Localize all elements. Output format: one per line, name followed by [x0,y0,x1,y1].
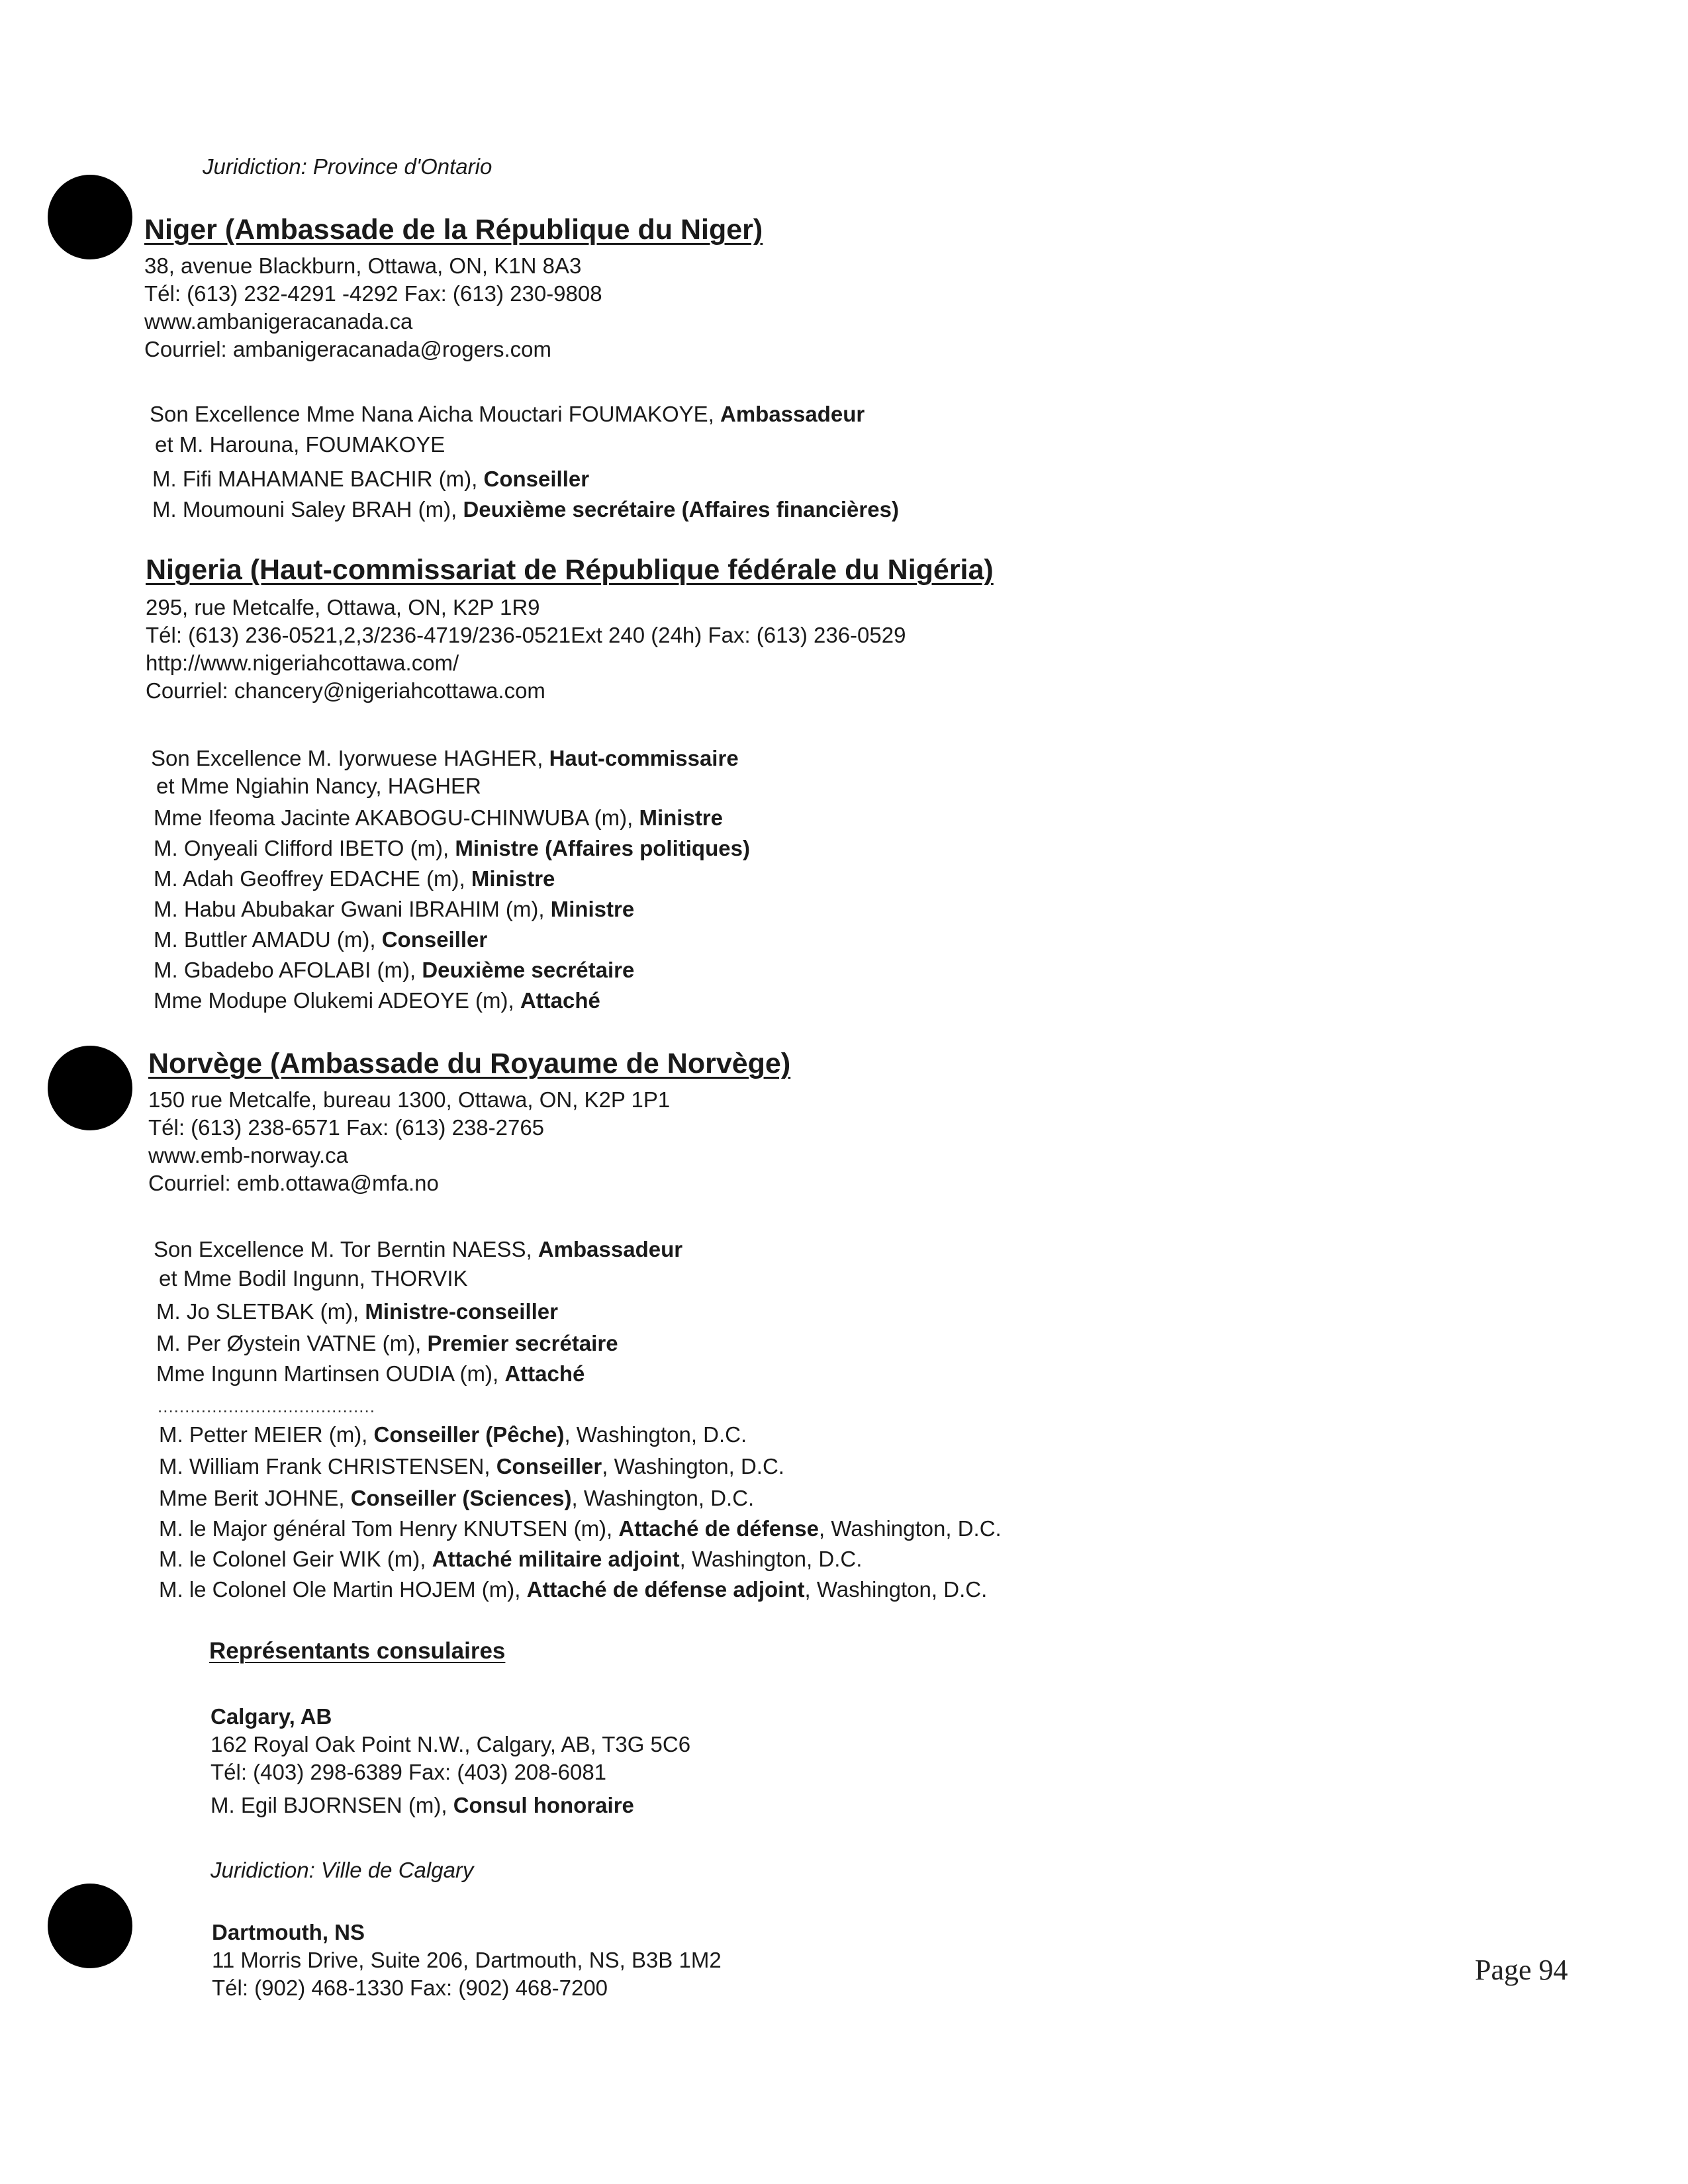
nigeria-staff-2 [154,805,723,831]
staff-name: et Mme Bodil Ingunn, THORVIK [159,1266,468,1291]
staff-title: Conseiller (Sciences) [350,1486,572,1510]
norway-staff-3 [156,1330,618,1357]
staff-title: Attaché de défense adjoint [526,1577,805,1602]
niger-staff-0 [150,401,865,428]
dartmouth-phone: Tél: (902) 468-1330 Fax: (902) 468-7200 [212,1976,608,2000]
staff-name: Mme Ingunn Martinsen OUDIA (m), [156,1361,505,1386]
staff-name: M. le Major général Tom Henry KNUTSEN (m), [159,1516,619,1541]
staff-name: M. Gbadebo AFOLABI (m), [154,958,422,982]
norway-staff-4 [156,1361,585,1387]
norway-staff-0 [154,1236,682,1263]
niger-staff-3 [152,496,899,523]
dartmouth-city: Dartmouth, NS [212,1920,365,1944]
staff-name: Son Excellence M. Tor Berntin NAESS, [154,1237,538,1261]
staff-title: Attaché de défense [618,1516,819,1541]
staff-title: Ministre [471,866,555,891]
staff-name: Mme Ifeoma Jacinte AKABOGU-CHINWUBA (m), [154,805,639,830]
staff-title: Haut-commissaire [549,746,739,770]
staff-name: Son Excellence Mme Nana Aicha Mouctari FOUMAKOYE, [150,402,720,426]
punch-hole-top [48,175,132,259]
norway-heading: Norvège (Ambassade du Royaume de Norvège) [148,1048,791,1079]
staff-location: , Washington, D.C. [564,1422,747,1447]
norway-washington-4 [159,1546,862,1572]
norway-staff-2 [156,1298,558,1325]
staff-title: Conseiller [483,467,590,491]
nigeria-staff-5 [154,896,634,923]
staff-title: Conseiller (Pêche) [373,1422,565,1447]
norway-washington-5 [159,1576,987,1603]
norway-washington-1 [159,1453,784,1480]
separator-dots: ........................................ [158,1396,375,1416]
norway-staff-1 [159,1265,468,1292]
staff-location: , Washington, D.C. [804,1577,988,1602]
staff-title: Ambassadeur [538,1237,683,1261]
staff-name: M. Moumouni Saley BRAH (m), [152,497,463,522]
staff-title: Conseiller [496,1454,602,1479]
nigeria-address: 295, rue Metcalfe, Ottawa, ON, K2P 1R9 [146,595,540,619]
staff-title: Attaché [504,1361,585,1386]
staff-title: Attaché militaire adjoint [432,1547,680,1571]
nigeria-website[interactable]: http://www.nigeriahcottawa.com/ [146,651,459,675]
punch-hole-middle [48,1046,132,1130]
calgary-phone: Tél: (403) 298-6389 Fax: (403) 208-6081 [211,1760,607,1784]
staff-name: M. Jo SLETBAK (m), [156,1299,365,1324]
punch-hole-bottom [48,1884,132,1968]
niger-staff-2 [152,466,589,492]
staff-name: M. Fifi MAHAMANE BACHIR (m), [152,467,484,491]
staff-name: Son Excellence M. Iyorwuese HAGHER, [151,746,549,770]
staff-name: M. Habu Abubakar Gwani IBRAHIM (m), [154,897,551,921]
staff-title: Premier secrétaire [427,1331,618,1355]
nigeria-staff-6 [154,927,487,953]
calgary-consul [211,1792,634,1819]
nigeria-heading: Nigeria (Haut-commissariat de République fédérale du Nigéria) [146,554,994,586]
staff-title: Ministre [639,805,724,830]
staff-name: M. Egil BJORNSEN (m), [211,1793,453,1817]
staff-name: Mme Modupe Olukemi ADEOYE (m), [154,988,520,1013]
niger-staff-1 [155,432,445,458]
niger-email[interactable]: Courriel: ambanigeracanada@rogers.com [144,337,551,361]
nigeria-staff-8 [154,987,600,1014]
nigeria-staff-0 [151,745,739,772]
staff-title: Conseiller [381,927,488,952]
nigeria-email[interactable]: Courriel: chancery@nigeriahcottawa.com [146,678,545,703]
niger-website[interactable]: www.ambanigeracanada.ca [144,309,413,334]
niger-phone: Tél: (613) 232-4291 -4292 Fax: (613) 230-9808 [144,281,602,306]
staff-name: M. Onyeali Clifford IBETO (m), [154,836,455,860]
page-number: Page 94 [1475,1954,1568,1986]
niger-heading: Niger (Ambassade de la République du Niger) [144,214,763,246]
staff-title: Deuxième secrétaire [422,958,635,982]
calgary-jurisdiction: Juridiction: Ville de Calgary [211,1858,474,1882]
norway-website[interactable]: www.emb-norway.ca [148,1143,348,1167]
staff-location: , Washington, D.C. [818,1516,1002,1541]
staff-name: M. William Frank CHRISTENSEN, [159,1454,496,1479]
staff-name: M. Adah Geoffrey EDACHE (m), [154,866,471,891]
calgary-address: 162 Royal Oak Point N.W., Calgary, AB, T3G 5C6 [211,1732,691,1756]
staff-name: M. le Colonel Ole Martin HOJEM (m), [159,1577,527,1602]
nigeria-staff-7 [154,957,634,983]
dartmouth-address: 11 Morris Drive, Suite 206, Dartmouth, NS, B3B 1M2 [212,1948,722,1972]
staff-title: Attaché [520,988,600,1013]
nigeria-staff-4 [154,866,555,892]
staff-title: Deuxième secrétaire (Affaires financières) [463,497,899,522]
staff-location: , Washington, D.C. [679,1547,863,1571]
calgary-city: Calgary, AB [211,1704,332,1729]
norway-address: 150 rue Metcalfe, bureau 1300, Ottawa, ON, K2P 1P1 [148,1087,671,1112]
niger-address: 38, avenue Blackburn, Ottawa, ON, K1N 8A3 [144,253,582,278]
staff-title: Ambassadeur [720,402,865,426]
staff-name: M. Petter MEIER (m), [159,1422,374,1447]
jurisdiction-ontario: Juridiction: Province d'Ontario [203,154,492,179]
staff-title: Ministre (Affaires politiques) [455,836,750,860]
norway-phone: Tél: (613) 238-6571 Fax: (613) 238-2765 [148,1115,545,1140]
staff-name: M. Per Øystein VATNE (m), [156,1331,428,1355]
consular-heading: Représentants consulaires [209,1638,506,1664]
norway-washington-0 [159,1422,747,1448]
nigeria-staff-3 [154,835,750,862]
staff-name: M. le Colonel Geir WIK (m), [159,1547,432,1571]
staff-title: Ministre [550,897,635,921]
nigeria-phone: Tél: (613) 236-0521,2,3/236-4719/236-0521Ext 240 (24h) Fax: (613) 236-0529 [146,623,906,647]
norway-washington-3 [159,1516,1002,1542]
staff-name: et M. Harouna, FOUMAKOYE [155,432,445,457]
staff-name: M. Buttler AMADU (m), [154,927,382,952]
staff-name: et Mme Ngiahin Nancy, HAGHER [156,774,481,798]
staff-location: , Washington, D.C. [571,1486,755,1510]
staff-name: Mme Berit JOHNE, [159,1486,351,1510]
norway-washington-2 [159,1485,754,1512]
staff-title: Ministre-conseiller [365,1299,558,1324]
staff-title: Consul honoraire [453,1793,634,1817]
norway-email[interactable]: Courriel: emb.ottawa@mfa.no [148,1171,439,1195]
nigeria-staff-1 [156,773,481,799]
staff-location: , Washington, D.C. [602,1454,784,1479]
